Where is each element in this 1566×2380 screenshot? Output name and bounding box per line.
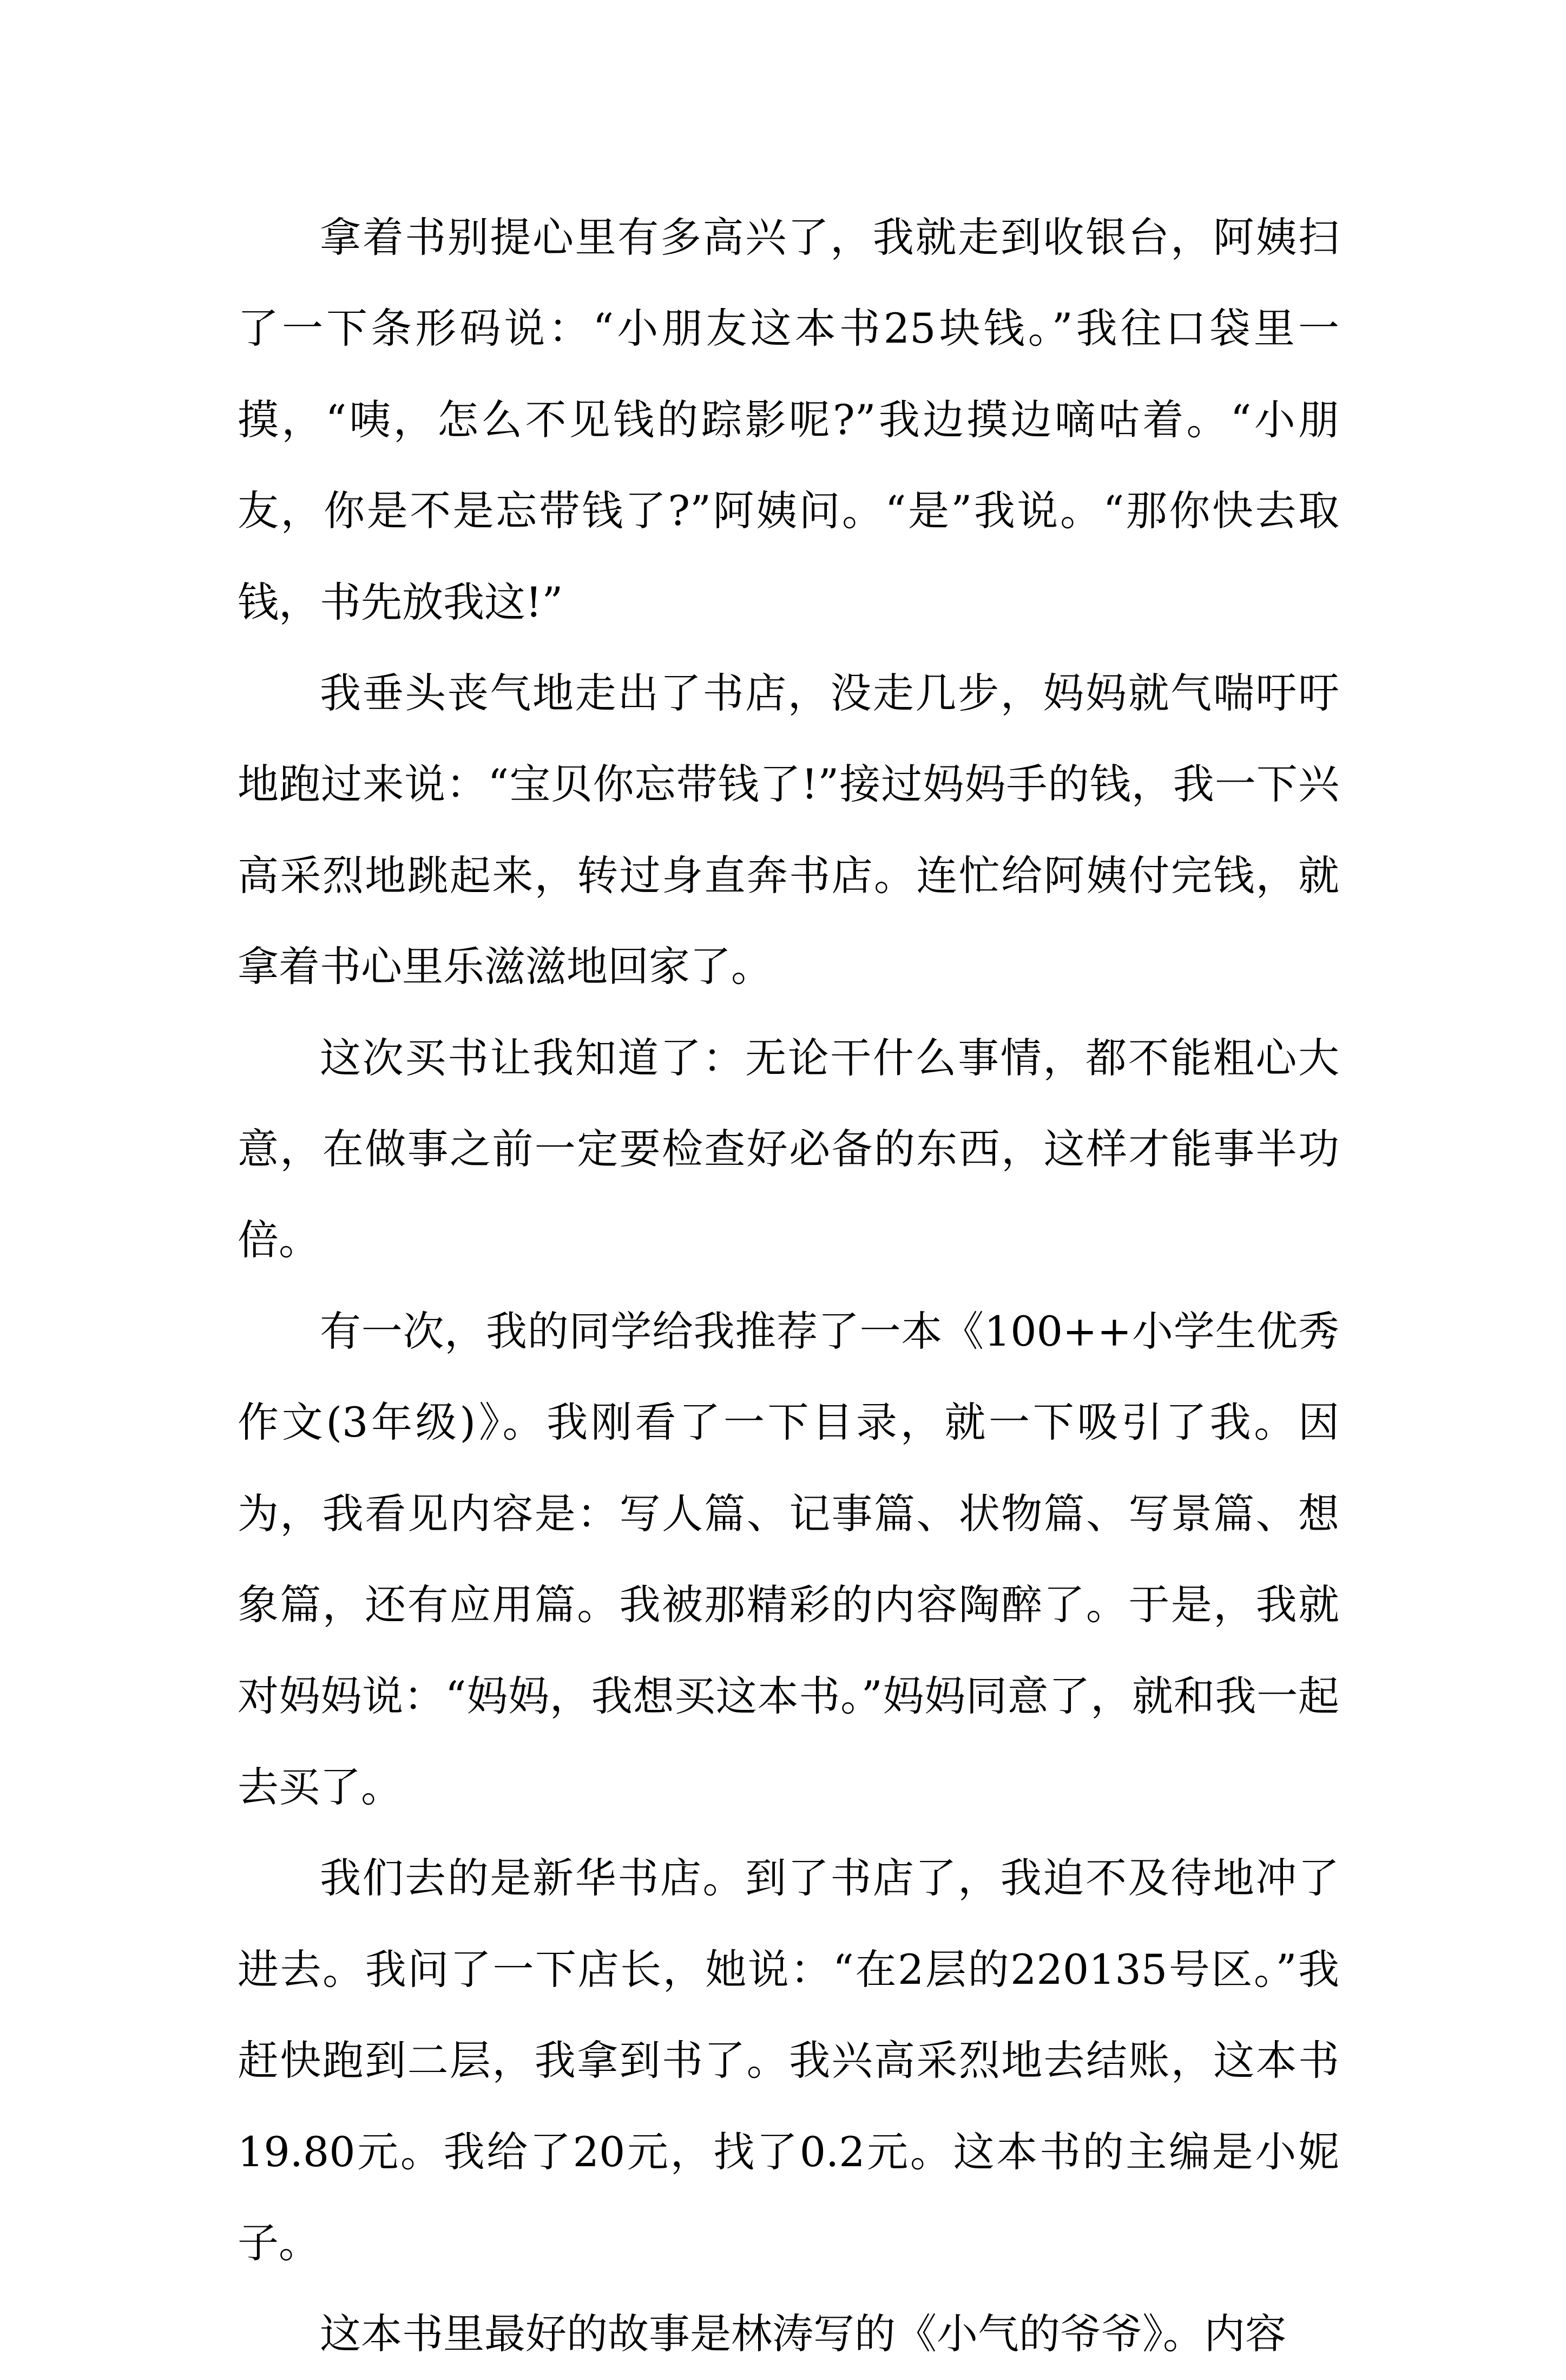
paragraph-2: 我垂头丧气地走出了书店，没走几步，妈妈就气喘吁吁地跑过来说：“宝贝你忘带钱了!”接过妈妈手的钱，我一下兴高采烈地跳起来，转过身直奔书店。连忙给阿姨付完钱，就拿着书心里乐滋滋地回家了。 [238, 669, 1339, 991]
paragraph-6: 这本书里最好的故事是林涛写的《小气的爷爷》。内容 [320, 2310, 1286, 2358]
paragraph-5: 我们去的是新华书店。到了书店了，我迫不及待地冲了进去。我问了一下店长，她说：“在2层的220135号区。”我赶快跑到二层，我拿到书了。我兴高采烈地去结账，这本书19.80元。我给了20元，找了0.2元。这本书的主编是小妮子。 [238, 1854, 1339, 2267]
paragraph-3: 这次买书让我知道了：无论干什么事情，都不能粗心大意，在做事之前一定要检查好必备的东西，这样才能事半功倍。 [238, 1033, 1339, 1264]
paragraph-1: 拿着书别提心里有多高兴了，我就走到收银台，阿姨扫了一下条形码说：“小朋友这本书25块钱。”我往口袋里一摸，“咦，怎么不见钱的踪影呢?”我边摸边嘀咕着。“小朋友，你是不是忘带钱了?”阿姨问。“是”我说。“那你快去取钱，书先放我这!” [238, 213, 1339, 626]
document-body [238, 192, 1339, 2380]
paragraph-4: 有一次，我的同学给我推荐了一本《100++小学生优秀作文(3年级)》。我刚看了一下目录，就一下吸引了我。因为，我看见内容是：写人篇、记事篇、状物篇、写景篇、想象篇，还有应用篇。我被那精彩的内容陶醉了。于是，我就对妈妈说：“妈妈，我想买这本书。”妈妈同意了，就和我一起去买了。 [238, 1307, 1339, 1811]
